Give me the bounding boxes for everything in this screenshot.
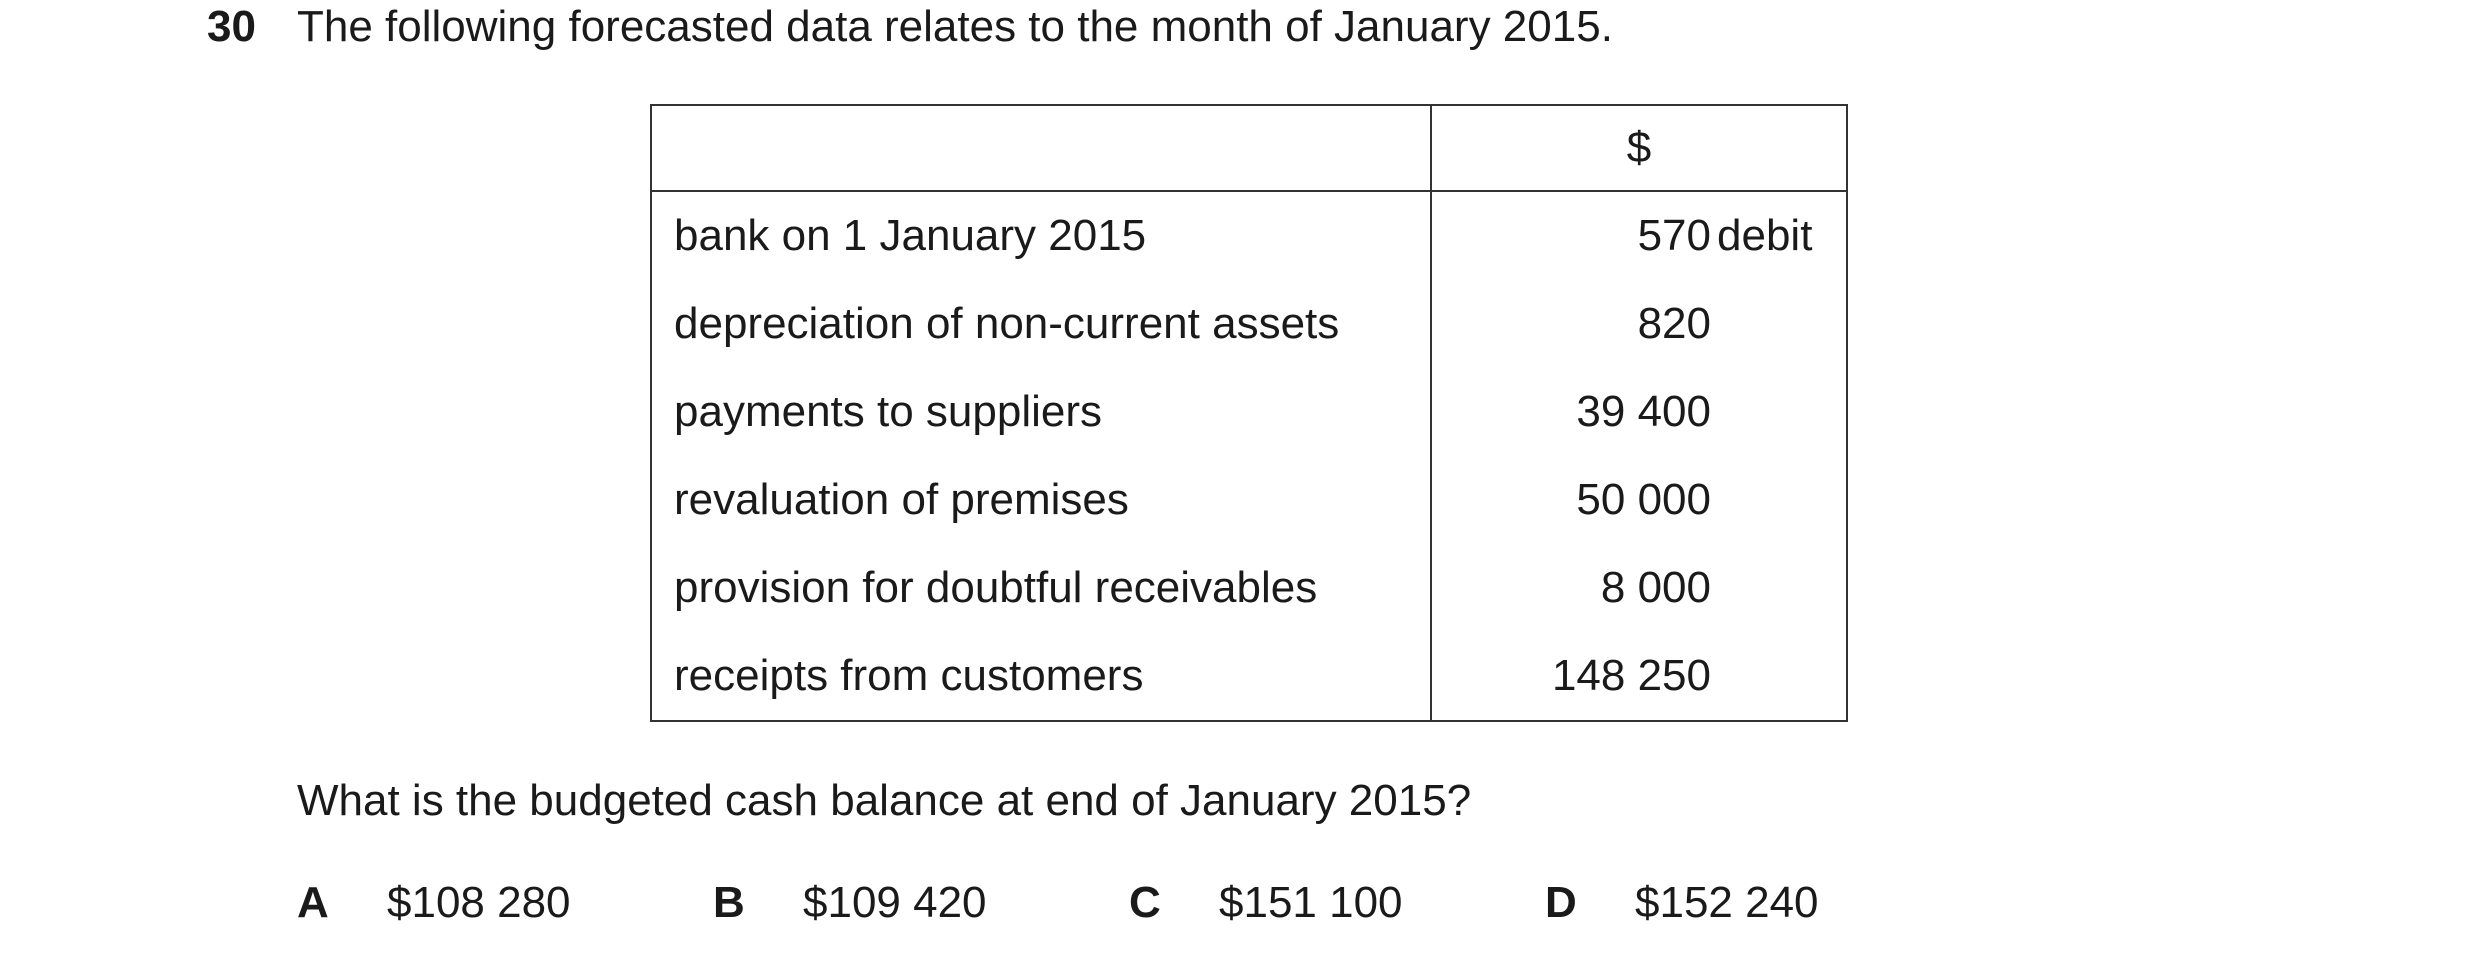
row-amount-cell: [1431, 191, 1847, 280]
row-amount-cell: [1431, 368, 1847, 456]
row-amount: 148 250: [1551, 651, 1711, 700]
row-label: revaluation of premises: [651, 456, 1431, 544]
header-label-cell: [651, 105, 1431, 191]
table-header-row: [651, 105, 1847, 191]
row-amount-cell: [1431, 544, 1847, 632]
row-amount-cell: [1431, 456, 1847, 544]
table-row: [651, 544, 1847, 632]
option-letter: B: [713, 878, 745, 927]
table-row: [651, 456, 1847, 544]
row-amount-cell: [1431, 280, 1847, 368]
forecast-data-table: [650, 104, 1848, 722]
table-row: [651, 632, 1847, 721]
option-value: $108 280: [387, 878, 571, 927]
table-row: [651, 191, 1847, 280]
question-prompt: What is the budgeted cash balance at end of January 2015?: [297, 776, 1472, 825]
row-amount-cell: [1431, 632, 1847, 721]
table-row: [651, 368, 1847, 456]
row-amount: 570: [1637, 211, 1711, 260]
option-letter: C: [1129, 878, 1161, 927]
question-number: 30: [207, 2, 256, 51]
option-letter: A: [297, 878, 329, 927]
row-label: payments to suppliers: [651, 368, 1431, 456]
row-amount: 39 400: [1576, 387, 1711, 436]
row-label: bank on 1 January 2015: [651, 191, 1431, 280]
row-amount: 820: [1637, 299, 1711, 348]
row-amount-suffix: debit: [1717, 211, 1813, 260]
option-b[interactable]: [713, 878, 987, 928]
row-label: receipts from customers: [651, 632, 1431, 721]
row-amount: 50 000: [1576, 475, 1711, 524]
row-label: provision for doubtful receivables: [651, 544, 1431, 632]
table-row: [651, 280, 1847, 368]
row-label: depreciation of non-current assets: [651, 280, 1431, 368]
option-d[interactable]: [1545, 878, 1819, 928]
option-c[interactable]: [1129, 878, 1403, 928]
option-value: $152 240: [1635, 878, 1819, 927]
row-amount: 8 000: [1600, 563, 1711, 612]
option-value: $109 420: [803, 878, 987, 927]
option-value: $151 100: [1219, 878, 1403, 927]
header-currency-cell: $: [1431, 105, 1847, 191]
option-a[interactable]: [297, 878, 571, 928]
question-stem: The following forecasted data relates to the month of January 2015.: [297, 2, 1613, 51]
option-letter: D: [1545, 878, 1577, 927]
